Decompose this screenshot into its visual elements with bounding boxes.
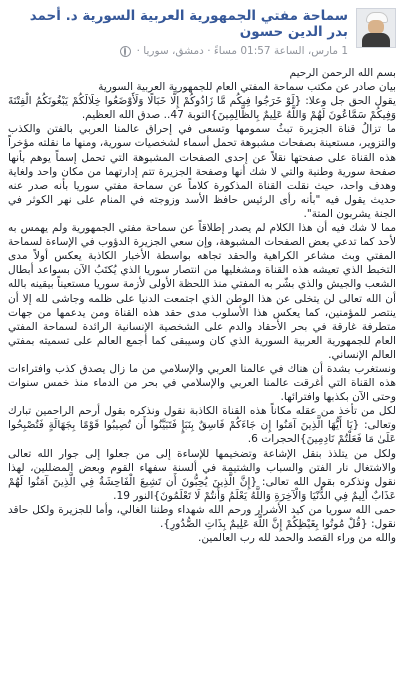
post-paragraph: حمى الله سوريا من كيد الأشرار ورحم الله شهداء وطننا الغالي، وأما للجزيرة ولكل حاقد نقول: {قُلْ مُوتُوا بِغَيْظِكُمْ إِنَّ اللَّهَ عَلِيمٌ بِذَاتِ الصُّدُورِ}. bbox=[8, 503, 396, 530]
meta-separator: · bbox=[136, 45, 140, 57]
post-paragraph: بسم الله الرحمن الرحيم bbox=[289, 67, 396, 79]
author-avatar[interactable] bbox=[356, 8, 396, 48]
post-date[interactable]: 1 مارس، الساعة 01:57 مساءً bbox=[213, 45, 348, 57]
avatar-body bbox=[362, 33, 390, 48]
post-paragraph: يقول الحق جل وعلا: {لَوْ خَرَجُوا فِيكُم مَّا زَادُوكُمْ إِلَّا خَبَالًا وَلَأَوْضَعُوا خِلَالَكُمْ يَبْغُونَكُمُ الْفِتْنَةَ وَفِيكُمْ سَمَّاعُونَ لَهُمْ وَاللَّهُ عَلِيمٌ بِالظَّالِمِينَ}التوبة 47.. صدق الله العظيم. bbox=[8, 95, 396, 122]
meta-separator: · bbox=[207, 45, 211, 57]
post-paragraph: بيان صادر عن مكتب سماحة المفتي العام للجمهورية العربية السورية bbox=[98, 81, 396, 94]
post-paragraph: ولكل من يتلذذ بنقل الإشاعة وتضخيمها للإساءة إلى من جعلوا إلى جوار الله تعالى والاشتغال نار الفتن والسباب والشتيمة في ألسنة سفهاء القوم وبعض المضللين، لهذا نقول ونذكره بقول الله تعالى: {إِنَّ الَّذِينَ يُحِبُّونَ أَن تَشِيعَ الْفَاحِشَةُ فِي الَّذِينَ آمَنُوا لَهُمْ عَذَابٌ أَلِيمٌ فِي الدُّنْيَا وَالْآخِرَةِ وَاللَّهُ يَعْلَمُ وَأَنتُمْ لَا تَعْلَمُونَ}النور 19. bbox=[8, 447, 396, 502]
avatar-face bbox=[368, 20, 384, 34]
post-paragraph: مما لا شك فيه أن هذا الكلام لم يصدر إطلاقاً عن سماحة مفتي الجمهورية ولم يهمس به لأحد كما تدعي بعض الصفحات المشبوهة، وإن سعي الجزيرة الدؤوب في الإساءة لسماحة المفتي وبث مشاعر الكراهية والحقد تجاهه بواسطة الأخبار الكاذبة يعكس أولاً مدى التخبط الذي تعيشه هذه القناة ومشغليها من انتصار سوريا الذي يُكتَبُ الآن بسواعد أبطال الشعب والجيش والذي بشّر به المفتي منذ اللحظة الأولى لأزمة سوريا مستعيناً بيقينه بالله أن الله تعالى لن يتخلى عن هذا الوطن الذي اجتمعت الدنيا على ظلمه وجاشى لله إلا أن ينتصر للمؤمنين، كما يعكس هذا الأسلوب مدى حقد هذه القناة ومن يدعمها من جهات متطرفة غارقة في بحر الأحقاد والدم على الشخصية الإنسانية الرائدة لسماحة المفتي العام للجمهورية العربية السورية الذي كان وسيبقى كما أجمع العالم على تسميته بمفتي العالم الإنساني. bbox=[8, 222, 396, 361]
globe-icon[interactable] bbox=[120, 46, 131, 57]
author-name-link[interactable]: سماحة مفتي الجمهورية العربية السورية د. أحمد بدر الدين حسون bbox=[29, 8, 348, 40]
post-location[interactable]: دمشق، سوريا bbox=[143, 45, 204, 57]
post-paragraph: لكل من تأخذ من عقله مكاناً هذه القناة الكاذبة نقول ونذكره بقول أرحم الراحمين تبارك وتعالى: {يَا أَيُّهَا الَّذِينَ آمَنُوا إِن جَاءَكُمْ فَاسِقٌ بِنَبَإٍ فَتَبَيَّنُوا أَن تُصِيبُوا قَوْمًا بِجَهَالَةٍ فَتُصْبِحُوا عَلَىٰ مَا فَعَلْتُمْ نَادِمِينَ}الحجرات 6. bbox=[8, 405, 396, 446]
post-paragraph: ما تزالُ قناة الجزيرة تبثُ سمومها وتسعى في إحراق عالمنا العربي بالفتن والكذب والتزوير، مستعينة بصفحات مشبوهة تحمل أسماء لشخصيات سورية، ومنها ما نقلته مؤخراً هذه القناة على صفحتها نقلاً عن إحدى الصفحات المشبوهة التي تحمل إسماً يوهم بأنها صفحة سورية وطنية والتي لا شك أنها وصفحة الجزيرة تتم إدارتهما من مكان واحد ولغاية وهدف واحد، حيث نقلت القناة المذكورة كلاماً عن سماحة مفتي سوريا بأنه صدر عنه حديث يقول فيه "بأنه رأى الرئيس حافظ الأسد وزوجته في المنام على نهر الكوثر في الجنة يشربون المتة". bbox=[8, 123, 396, 220]
post-info bbox=[8, 44, 348, 58]
post-meta bbox=[8, 8, 348, 58]
post-header bbox=[8, 8, 396, 58]
post-body bbox=[8, 66, 396, 545]
post-paragraph: ونستغرب بشدة أن هناك في عالمنا العربي والإسلامي من ما زال يصدق كذب وافتراءات هذه القناة التي أغرقت عالمنا العربي والإسلامي في بحر من الدماء منذ خمس سنوات وحتى الآن بكذبها وافترائها. bbox=[8, 362, 396, 404]
post-paragraph: والله من وراء القصد والحمد لله رب العالمين. bbox=[197, 532, 396, 545]
